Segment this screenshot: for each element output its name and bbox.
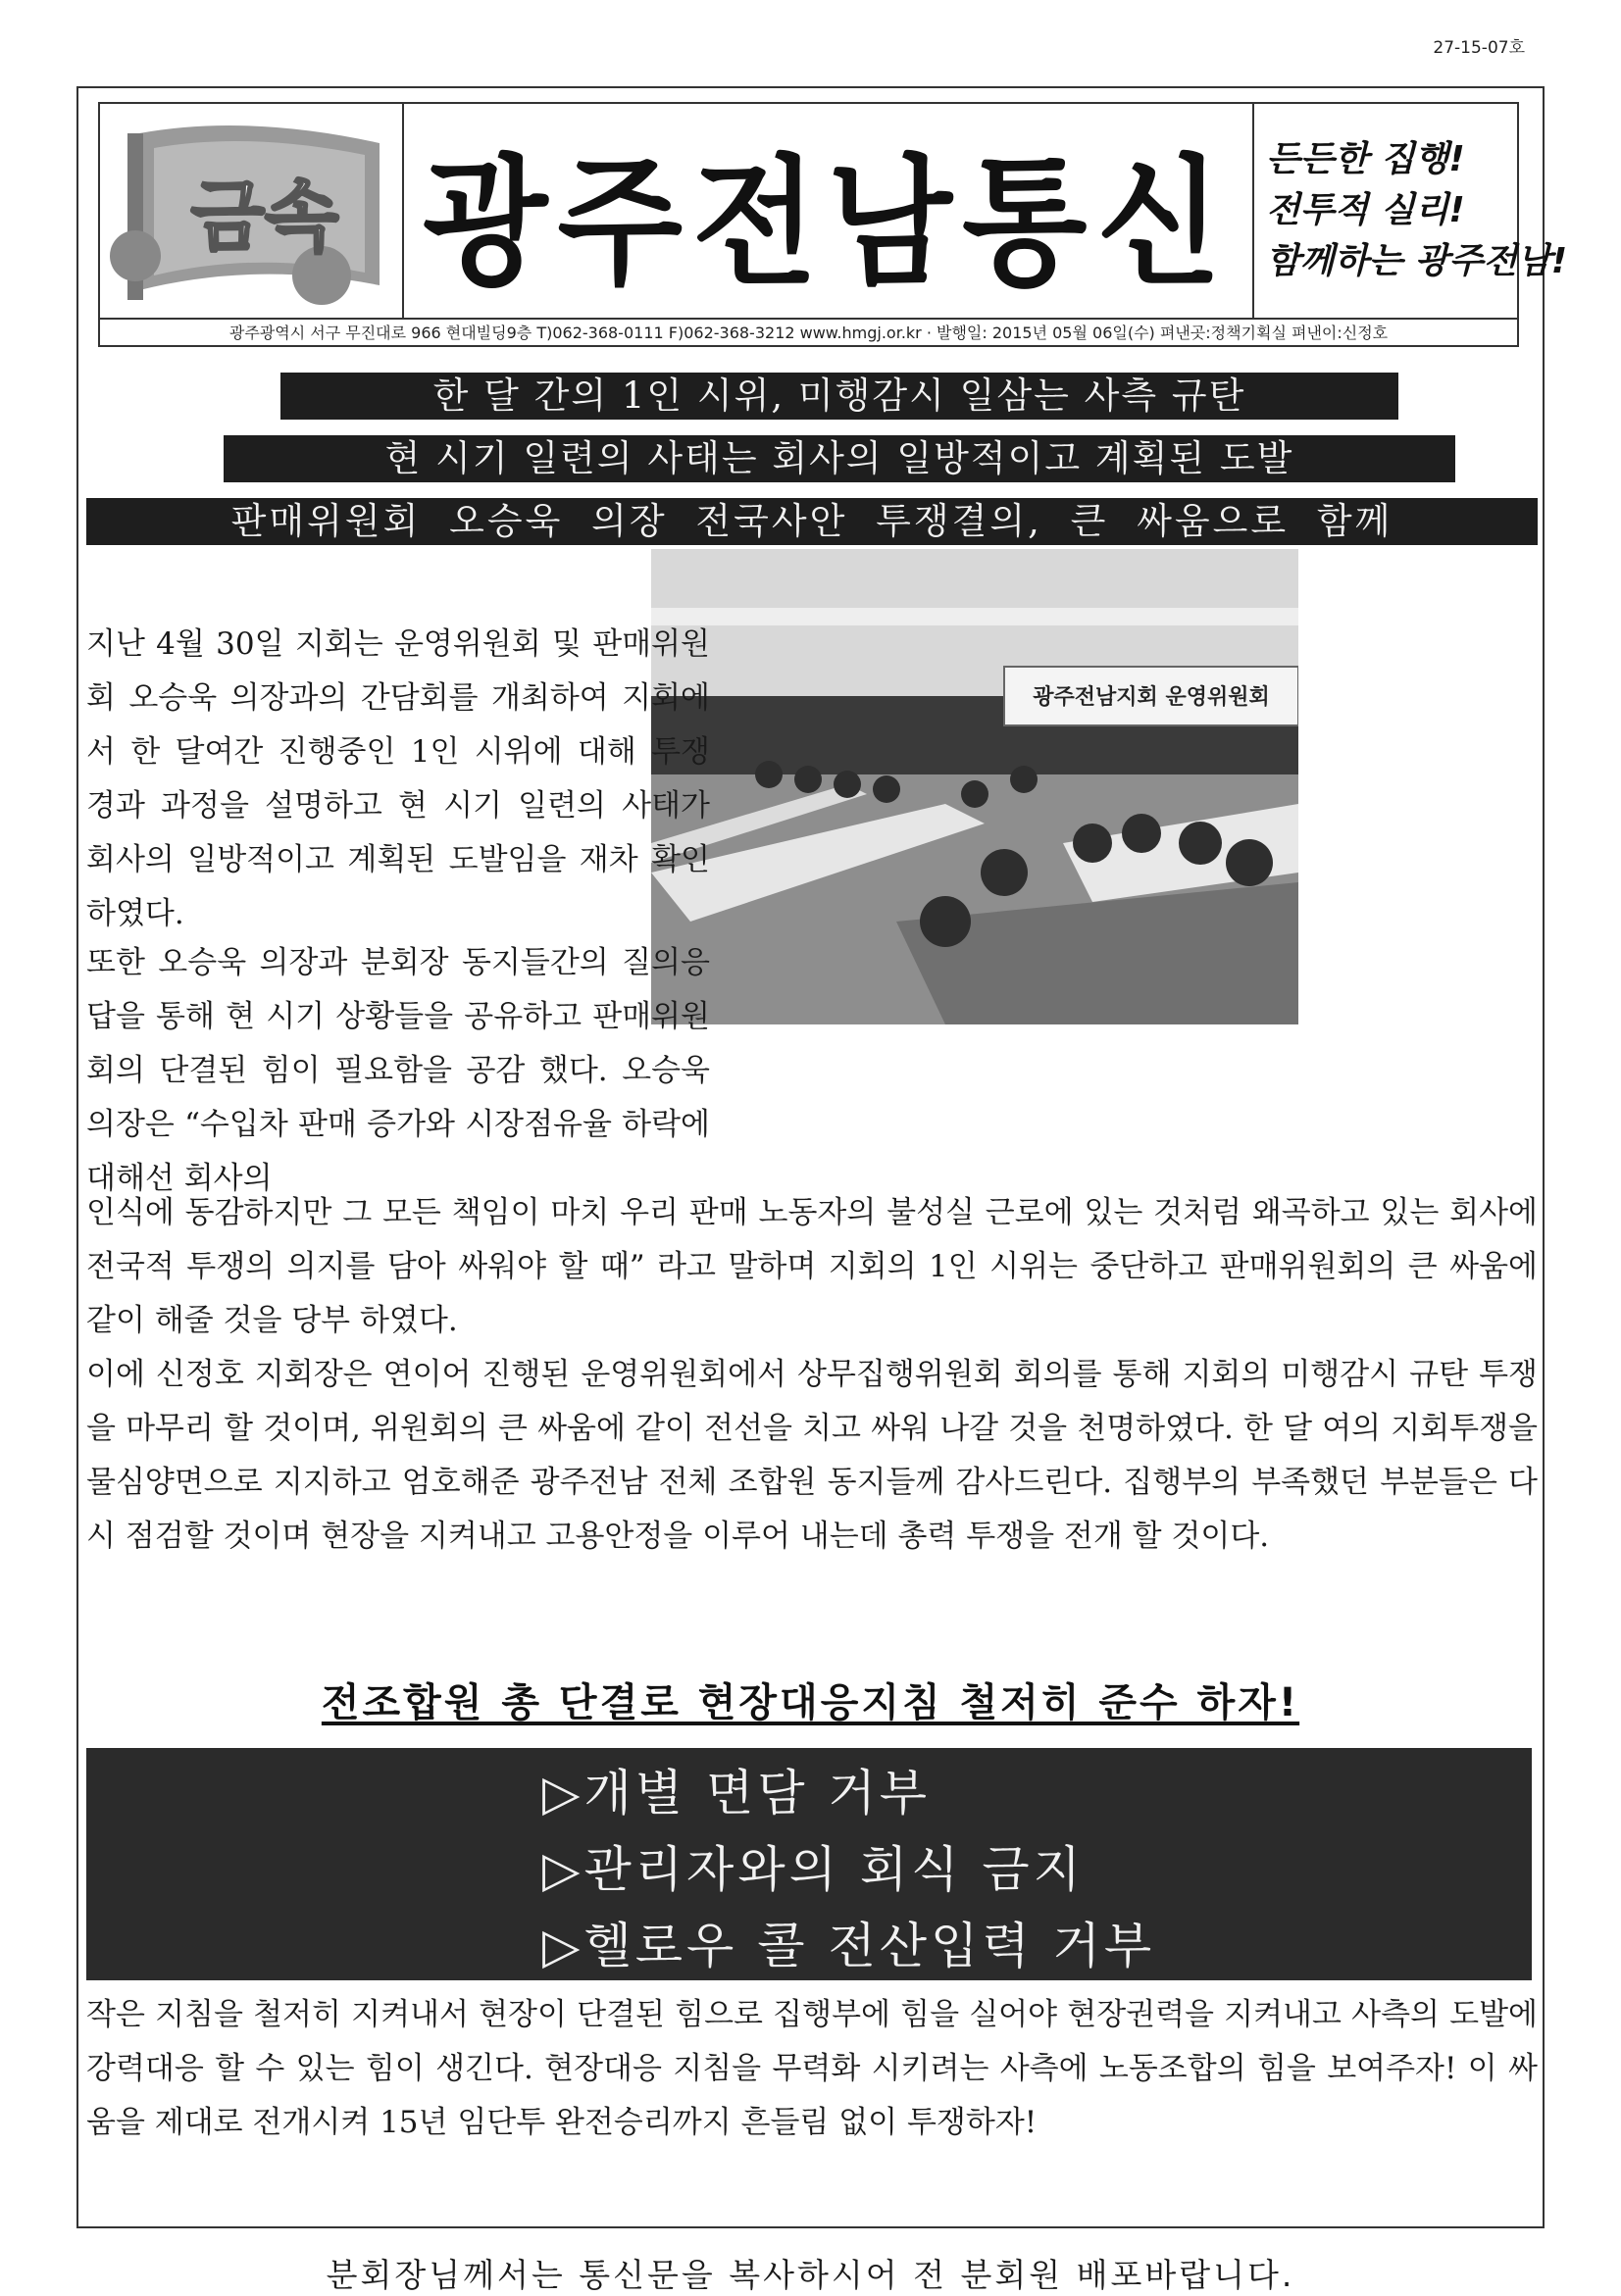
union-logo [100, 104, 404, 318]
slogan-area [1252, 104, 1568, 318]
guideline-box [86, 1748, 1532, 1980]
publication-info: 광주광역시 서구 무진대로 966 현대빌딩9층 T)062-368-0111 F)062-368-3212 www.hmgj.or.kr · 발행일: 2015년 05월 06일(수) 펴낸곳:정책기획실 펴낸이:신정호 [100, 318, 1517, 347]
guideline-heading: 전조합원 총 단결로 현장대응지침 철저히 준수 하자! [321, 1680, 1300, 1725]
slogan-line: 전투적 실리! [1266, 190, 1465, 230]
guideline-item: ▷관리자와의 회식 금지 [542, 1841, 1085, 1898]
title-area [402, 104, 1254, 318]
issue-number: 27-15-07호 [1433, 38, 1525, 58]
newsletter-title: 광주전남통신 [422, 141, 1233, 306]
article-paragraph-2: 또한 오승욱 의장과 분회장 동지들간의 질의응답을 통해 현 시기 상황들을 공유하고 판매위원회의 단결된 힘이 필요함을 공감 했다. 오승욱 의장은 “수입차 판매 증가와 시장점유율 하락에 대해선 회사의 [86, 945, 710, 1196]
guideline-item: ▷헬로우 콜 전산입력 거부 [542, 1918, 1156, 1974]
guideline-body: 작은 지침을 철저히 지켜내서 현장이 단결된 힘으로 집행부에 힘을 실어야 현장권력을 지켜내고 사측의 도발에 강력대응 할 수 있는 힘이 생긴다. 현장대응 지침을 무력화 시키려는 사측에 노동조합의 힘을 보여주자! 이 싸움을 제대로 전개시켜 15년 임단투 완전승리까지 흔들림 없이 투쟁하자! [86, 1997, 1538, 2140]
headline-2: 현 시기 일련의 사태는 회사의 일방적이고 계획된 도발 [224, 435, 1455, 482]
footer-note: 분회장님께서는 통신문을 복사하시어 전 분회원 배포바랍니다. [326, 2256, 1295, 2294]
slogan-line: 함께하는 광주전남! [1266, 241, 1568, 281]
union-flag-logo-icon [100, 104, 402, 318]
meeting-photo [651, 549, 1298, 1024]
logo-text: 금속 [190, 174, 339, 262]
photo-banner-text: 광주전남지회 운영위원회 [1033, 685, 1270, 710]
article-paragraph-2-continued: 인식에 동감하지만 그 모든 책임이 마치 우리 판매 노동자의 불성실 근로에 있는 것처럼 왜곡하고 있는 회사에 전국적 투쟁의 의지를 담아 싸워야 할 때” 라고 말하며 지회의 1인 시위는 중단하고 판매위원회의 큰 싸움에 같이 해줄 것을 당부 하였다. [86, 1195, 1538, 1338]
masthead [78, 88, 1568, 367]
headline-1: 한 달 간의 1인 시위, 미행감시 일삼는 사측 규탄 [280, 373, 1398, 420]
article-paragraph-3: 이에 신정호 지회장은 연이어 진행된 운영위원회에서 상무집행위원회 회의를 통해 지회의 미행감시 규탄 투쟁을 마무리 할 것이며, 위원회의 큰 싸움에 같이 전선을 치고 싸워 나갈 것을 천명하였다. 한 달 여의 지회투쟁을 물심양면으로 지지하고 엄호해준 광주전남 전체 조합원 동지들께 감사드린다. 집행부의 부족했던 부분들은 다시 점검할 것이며 현장을 지켜내고 고용안정을 이루어 내는데 총력 투쟁을 전개 할 것이다. [86, 1357, 1538, 1554]
masthead-box [98, 102, 1568, 347]
slogan-line: 든든한 집행! [1266, 139, 1465, 179]
headline-3: 판매위원회 오승욱 의장 전국사안 투쟁결의, 큰 싸움으로 함께 [86, 498, 1538, 545]
article-paragraph-1: 지난 4월 30일 지회는 운영위원회 및 판매위원회 오승욱 의장과의 간담회를 개최하여 지회에서 한 달여간 진행중인 1인 시위에 대해 투쟁 경과 과정을 설명하고 현 시기 일련의 사태가 회사의 일방적이고 계획된 도발임을 재차 확인하였다. [86, 626, 710, 931]
guideline-item: ▷개별 면담 거부 [542, 1765, 932, 1822]
